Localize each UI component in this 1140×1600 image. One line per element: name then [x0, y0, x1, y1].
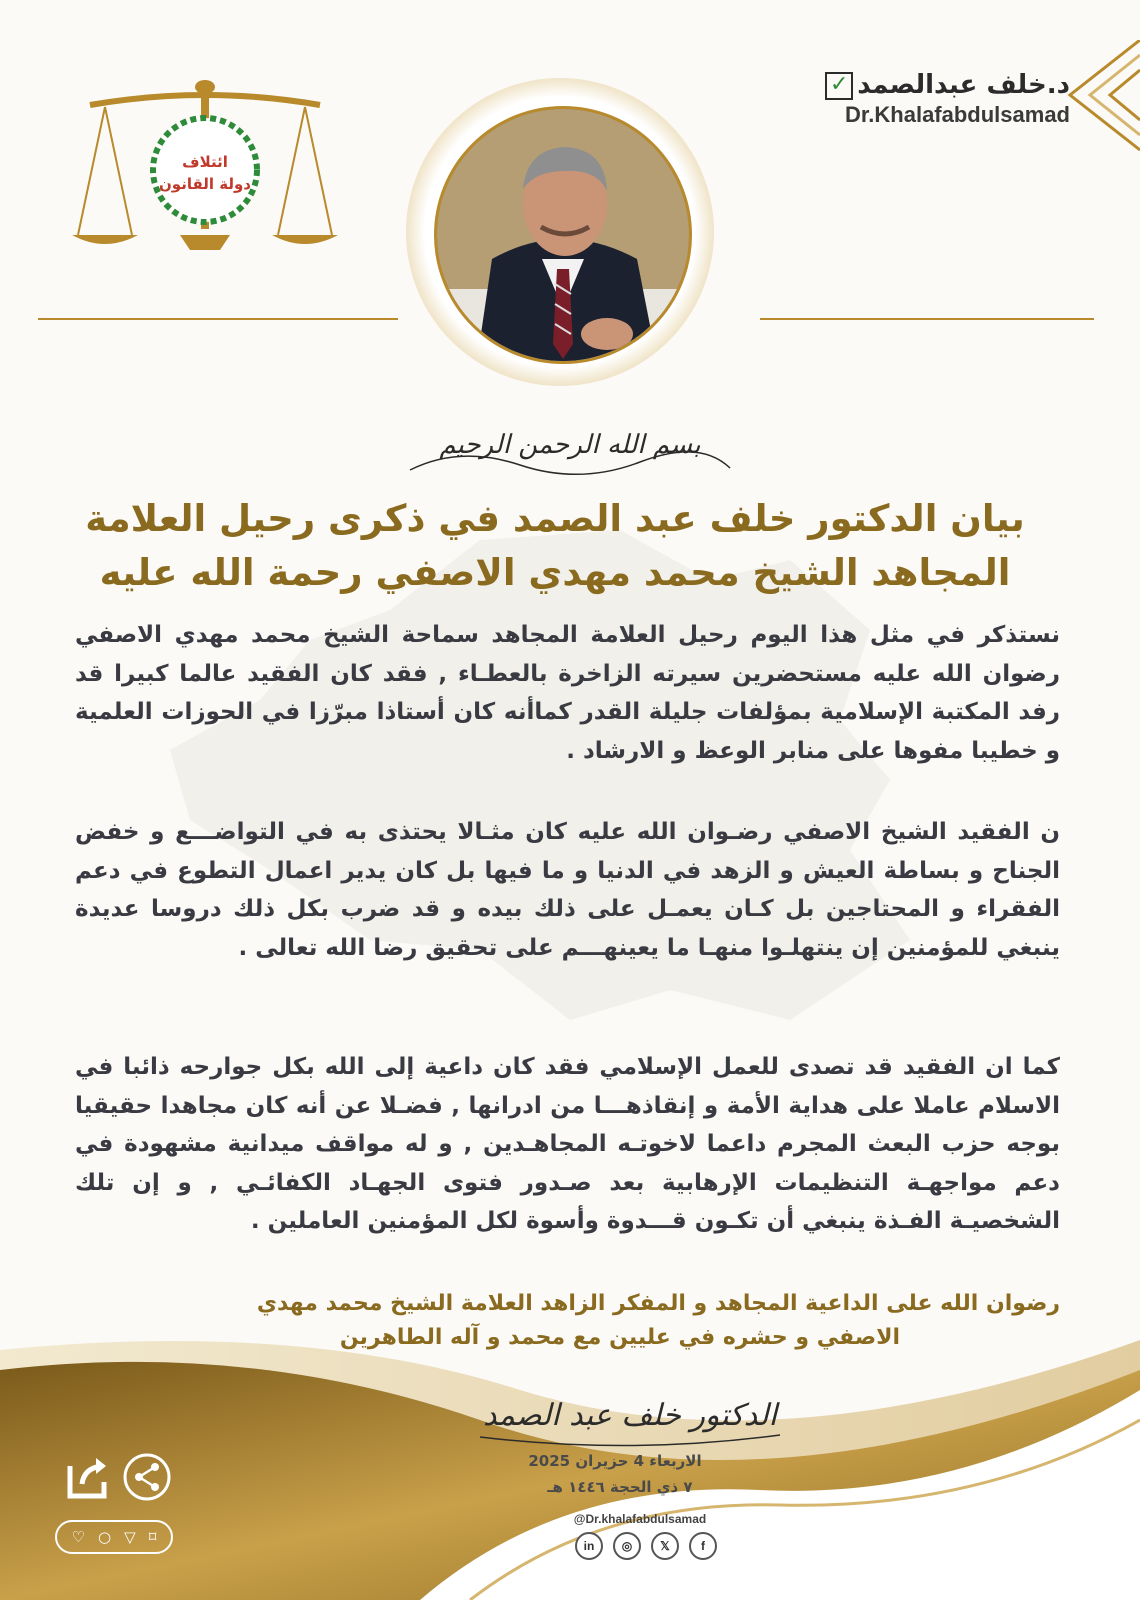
brand-name-arabic [825, 70, 1070, 100]
linkedin-icon[interactable]: in [575, 1532, 603, 1560]
brand-name-english: Dr.Khalafabdulsamad [845, 102, 1070, 127]
date-gregorian: الاربعاء 4 حزيران 2025 [528, 1452, 702, 1470]
logo-line-2: دولة القانون [158, 175, 252, 193]
paragraph-1: نستذكر في مثل هذا اليوم رحيل العلامة المجاهد سماحة الشيخ محمد مهدي الاصفي رضوان الله عليه مستحضرين سيرته الزاخرة بالعطـاء , فقد كان الفقيد عالما كبيرا قد رفد المكتبة الإسلامية بمؤلفات جليلة القدر كماأنه كان أستاذا مبرّزا في الحوزات العلمية و خطيبا مفوها على منابر الوعظ و الارشاد . [75, 622, 1060, 764]
basmala: بسم الله الرحمن الرحيم [439, 430, 701, 460]
check-icon: ✓ [825, 72, 853, 100]
paragraph-2: ن الفقيد الشيخ الاصفي رضـوان الله عليه كان مثـالا يحتذى به في التواضـــع و خفض الجناح و بساطة العيش و الزهد في الدنيا و ما فيها بل كان يدير اعمال التطوع في دعم الفقراء و المحتاجين بل كـان يعمـل على ذلك بيده و قد ضرب بكل ذلك دروسا عديدة ينبغي للمؤمنين إن ينتهلـوا منهـا ما يعينهـــم على تحقيق رضا الله تعالى . [75, 819, 1060, 961]
signature-text: الدكتور خلف عبد الصمد [483, 1398, 777, 1433]
brand-block [825, 70, 1070, 128]
brand-name-arabic-text: د.خلف عبدالصمد [857, 70, 1070, 100]
closing-line-2: الاصفي و حشره في عليين مع محمد و آله الطاهرين [339, 1325, 900, 1350]
reaction-bar [55, 1520, 173, 1554]
date-hijri: ٧ ذي الحجة ١٤٤٦ هـ [547, 1478, 693, 1496]
closing-prayer [75, 1287, 1060, 1355]
repost-icon[interactable] [62, 1452, 112, 1502]
closing-line-1: رضوان الله على الداعية المجاهد و المفكر الزاهد العلامة الشيخ محمد مهدي [256, 1291, 1060, 1316]
statement-title: بيان الدكتور خلف عبد الصمد في ذكرى رحيل العلامة المجاهد الشيخ محمد مهدي الاصفي رحمة الله عليه [85, 497, 1025, 594]
send-icon[interactable]: ▽ [124, 1527, 136, 1546]
social-links [575, 1532, 717, 1560]
scales-logo [70, 75, 340, 265]
share-icon[interactable] [122, 1452, 172, 1502]
comment-icon[interactable]: ○ [98, 1527, 112, 1546]
corner-chevron-decoration [1060, 40, 1140, 160]
facebook-icon[interactable]: f [689, 1532, 717, 1560]
heart-icon[interactable]: ♡ [71, 1527, 85, 1546]
divider-right [760, 318, 1094, 320]
portrait-photo [434, 106, 692, 364]
signature [460, 1375, 800, 1455]
logo-line-1: ائتلاف [182, 153, 228, 171]
bookmark-icon[interactable]: ⌑ [148, 1527, 157, 1546]
instagram-icon[interactable]: ◎ [613, 1532, 641, 1560]
paragraph-3: كما ان الفقيد قد تصدى للعمل الإسلامي فقد كان داعية إلى الله بكل جوارحه ذائبا في الاسلام عاملا على هداية الأمة و إنقاذهـــا من ادرانها , فضـلا عن أنه كان مجاهدا حقيقيا بوجه حزب البعث المجرم داعما لاخوتـه المجاهـدين , و له مواقف ميدانية مشهودة في دعم مواجهـة التنظيمات الإرهابية بعد صـدور فتوى الجهـاد الكفائـي , و إن تلك الشخصيـة الفـذة ينبغي أن تكـون قـــدوة وأسوة لكل المؤمنين العاملين . [75, 1054, 1060, 1234]
divider-left [38, 318, 398, 320]
social-handle: @Dr.khalafabdulsamad [573, 1512, 707, 1526]
x-icon[interactable]: 𝕏 [651, 1532, 679, 1560]
